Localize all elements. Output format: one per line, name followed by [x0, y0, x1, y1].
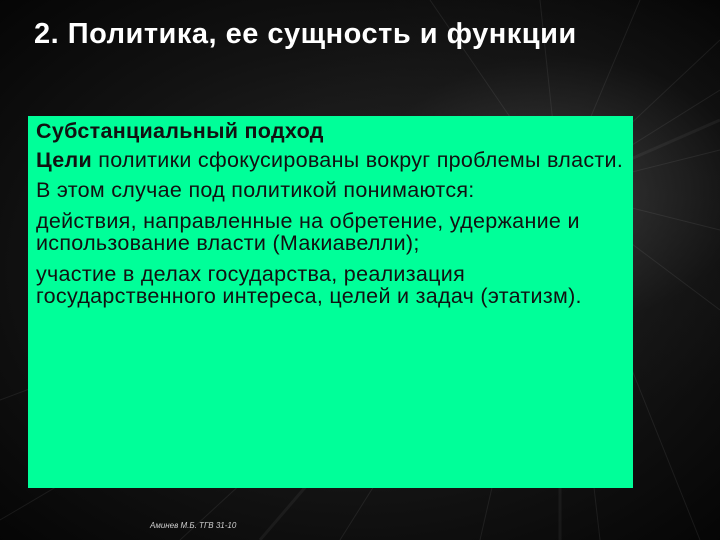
- slide-title: 2. Политика, ее сущность и функции: [34, 18, 577, 50]
- goals-paragraph: [36, 149, 625, 172]
- definition-item-etatism: участие в делах государства, реализация государственного интереса, целей и задач (этатизм).: [36, 261, 582, 308]
- definition-item-machiavelli: действия, направленные на обретение, удержание и использование власти (Макиавелли);: [36, 208, 580, 255]
- section-heading: Субстанциальный подход: [36, 119, 324, 143]
- definition-intro: В этом случае под политикой понимаются:: [36, 178, 475, 202]
- goals-text: политики сфокусированы вокруг проблемы власти.: [92, 147, 624, 172]
- goals-keyword: Цели: [36, 147, 92, 172]
- content-box: [28, 116, 633, 488]
- footer-credit: Аминев М.Б. ТГВ 31-10: [150, 521, 237, 530]
